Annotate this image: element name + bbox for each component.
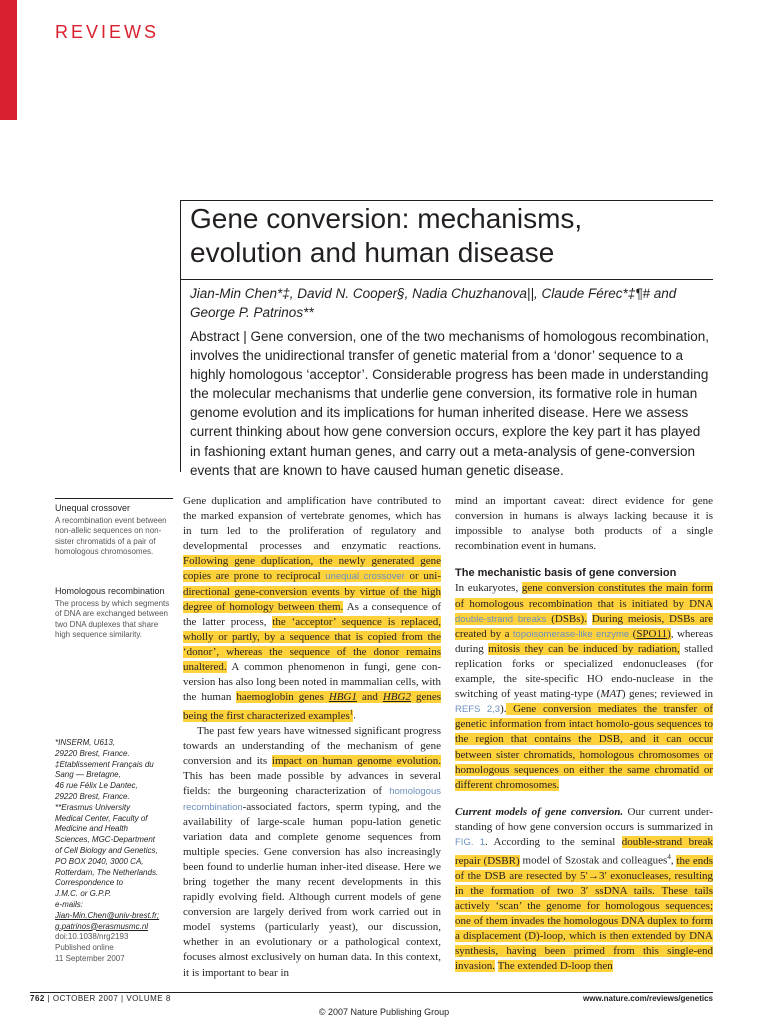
figure-link[interactable]: FIG. 1 [455,836,486,848]
text-run: In eukaryotes, [455,582,522,595]
abstract: Abstract | Gene conversion, one of the two mechanisms of homologous recombination, involves the unidirectional transfer of genetic material from a ‘donor’ sequence to a highly homologous ‘acceptor’. Considerable progress has been made in understanding the molecular mechanisms that underlie gene conversion, its formative role in human genome evolution and its implications for human inherited disease. Here we assess current thinking about how gene conversion occurs, explore the key part it has played in fashioning extant human genes, and carry out a meta-analysis of gene-conversion events that are known to have caused human genetic disease. [190,329,710,478]
paragraph [455,805,713,975]
affil-line: Correspondence to [55,878,124,888]
affil-line: 29220 Brest, France. [55,791,130,801]
title-bottom-rule [180,279,713,280]
affil-line: PO BOX 2040, 3000 CA, [55,856,144,866]
footer-issue [30,994,171,1003]
title-top-rule [180,200,713,201]
glossary-entry [55,503,170,558]
glossary-link[interactable]: topoisomerase-like enzyme [512,628,630,640]
page-number: 762 [30,994,45,1003]
title-left-rule [180,200,181,472]
affil-line: **Erasmus University [55,802,131,812]
issue-info: | OCTOBER 2007 | VOLUME 8 [44,994,171,1003]
highlight: mitosis they can be induced by radiation, [488,642,680,655]
text-run: gene conversion constitutes the main form of homologous recombination that is initiated by DNA [455,582,713,610]
glossary-definition: A recombination event between non-allelic sequences on non-sister chromatids of a pair of homologous chromosomes. [55,515,167,557]
text-run: . [353,709,357,722]
glossary-rule [55,498,173,499]
text-run: ) genes; reviewed in [621,688,713,701]
gene-link[interactable]: HBG1 [328,691,357,704]
text-run: ). [500,703,507,716]
text-run: (DSBs). [546,612,587,625]
glossary-link[interactable]: homologous recombination [183,786,441,813]
footer-rule [30,992,713,993]
paragraph [183,724,441,981]
text-run: ) [667,627,671,640]
text-run: MAT [600,688,622,701]
body-column-1 [183,494,441,981]
affiliations [55,738,175,965]
text-run: ( [629,627,637,640]
text-run: The past few years have witnessed significant progress towards an understanding of the mechanism of gene conversion and its [183,725,441,768]
highlight: Gene conversion mediates the transfer of genetic information from intact homolo-gous sequences to the region that contains the DSB, and it can occur between sister chromatids, homologous chromosomes or homologous sequences on either the same chromatid or different chromosomes. [455,703,713,791]
affil-line: Sang — Bretagne, [55,770,121,780]
glossary-term: Homologous recombination [55,586,165,596]
text-run: genes being the first characterized examples [183,691,441,722]
reference-link[interactable]: REFS 2,3 [455,704,501,716]
reference-mark: 1 [349,708,354,717]
glossary-link[interactable]: unequal crossover [325,571,405,583]
title-line-2: evolution and human disease [190,237,555,268]
text-run: -associated factors, sperm typing, and the availability of large-scale human popu-lation genetic variation data and complete genome sequences from multiple species. Gene conversion has also increasingly been found to underlie human inher-ited disease. Here we bring together the many recent developments in this rapidly evolving field. Although current models of gene conversion are largely derived from work carried out in model systems (particularly yeast), our discussion, whether in an evolutionary or a pathological context, focuses almost exclusively on human data. In this context, it is important to bear in [183,800,441,979]
highlight: impact on human genome evolution. [271,755,441,768]
footer-url[interactable]: www.nature.com/reviews/genetics [583,994,713,1003]
text-run: . According to the seminal [485,835,622,848]
author-list: Jian-Min Chen*‡, David N. Cooper§, Nadia Chuzhanova||, Claude Férec*‡¶# and George P. Patrinos** [190,286,677,320]
email-link[interactable]: g.patrinos@erasmusmc.nl [55,921,149,931]
paragraph [455,581,713,792]
text-run: and [356,691,383,704]
text-run: Our current under-standing of how gene conversion occurs is summarized in [455,805,713,833]
affil-line: J.M.C. or G.P.P. [55,889,112,899]
red-margin-bar [0,0,17,120]
published-date: 11 September 2007 [55,953,125,963]
affil-line: Sciences, MGC-Department [55,835,156,845]
text-run: , [670,854,677,867]
text-run: , whereas during [455,627,713,655]
paragraph [183,494,441,724]
text-run: Following gene duplication, the newly generated gene copies are prone to reciprocal [183,555,441,583]
affil-line: 29220 Brest, France. [55,748,130,758]
highlight: the ends of the DSB are resected by 5′→3′ exonucleases, resulting in the formation of two 3′ ssDNA tails. These tails actively ‘scan’ the genome for homologous sequences; one of them invades the homologous DNA duplex to form a displacement (D)-loop, which is then extended by DNA synthesis, having been primed from this single-end invasion. [455,854,713,973]
text-run: As a consequence of the latter process, [183,600,441,628]
copyright: © 2007 Nature Publishing Group [318,1007,450,1017]
doi: doi:10.1038/nrg2193 [55,932,129,942]
glossary-entry [55,586,170,641]
affil-line: 46 rue Félix Le Dantec, [55,781,138,791]
text-run: model of Szostak and colleagues [519,854,668,867]
text-run: stalled replication forks or specialized endonucleases (for example, the site-specific HO endo-nuclease in the switching of yeast mating-type ( [455,642,713,701]
glossary-term: Unequal crossover [55,503,131,513]
email-link[interactable]: Jian-Min.Chen@univ-brest.fr; [55,910,160,920]
title-line-1: Gene conversion: mechanisms, [190,203,583,234]
affil-line: e-mails: [55,899,84,909]
highlight: double-strand break repair (DSBR) [455,835,713,867]
glossary-definition: The process by which segments of DNA are exchanged between two DNA duplexes that share high sequence similarity. [55,598,170,640]
highlight: The extended D-loop then [497,960,613,973]
affil-line: *INSERM, U613, [55,738,116,747]
gene-link[interactable]: HBG2 [382,691,411,704]
published-label: Published online [55,943,114,953]
section-label: REVIEWS [55,22,160,42]
text-run: During meiosis, DSBs are created by a [455,612,714,640]
body-column-2 [455,494,713,974]
affil-line: Rotterdam, The Netherlands. [55,867,159,877]
text-run: This has been made possible by advances in several fields: the burgeoning characterization of [183,770,441,798]
subsection-heading: Current models of gene conversion. [455,805,624,818]
glossary-link[interactable]: double-strand breaks [455,613,547,625]
gene-link[interactable]: SPO11 [636,627,668,640]
affil-line: Medical Center, Faculty of [55,813,148,823]
text-run: or uni-directional gene-conversion events by virtue of the high degree of homology between them. [183,570,441,613]
text-run: Gene duplication and amplification have contributed to the marked expansion of vertebrate genomes, which has in turn led to the proliferation of regulatory and developmental processes and enzymatic reactions. [183,495,441,553]
text-run: haemoglobin genes [236,691,329,704]
article-title [190,202,713,270]
highlight: the ‘acceptor’ sequence is replaced, wholly or partly, by a sequence that is copied from the ‘donor’, whereas the sequence of the donor remains unaltered. [183,615,441,674]
affil-line: ‡Etablissement Français du [55,759,154,769]
affil-line: of Cell Biology and Genetics, [55,845,158,855]
affil-line: Medicine and Health [55,824,128,834]
paragraph: mind an important caveat: direct evidence for gene conversion in humans is always lacking because it is impossible to analyse both products of a single recombination event in humans. [455,495,713,553]
section-heading: The mechanistic basis of gene conversion [455,567,677,580]
text-run: A common phenomenon in fungi, gene con-version has also long been noted in mammalian cells, with the human [183,661,441,704]
reference-mark: 4 [667,853,671,862]
